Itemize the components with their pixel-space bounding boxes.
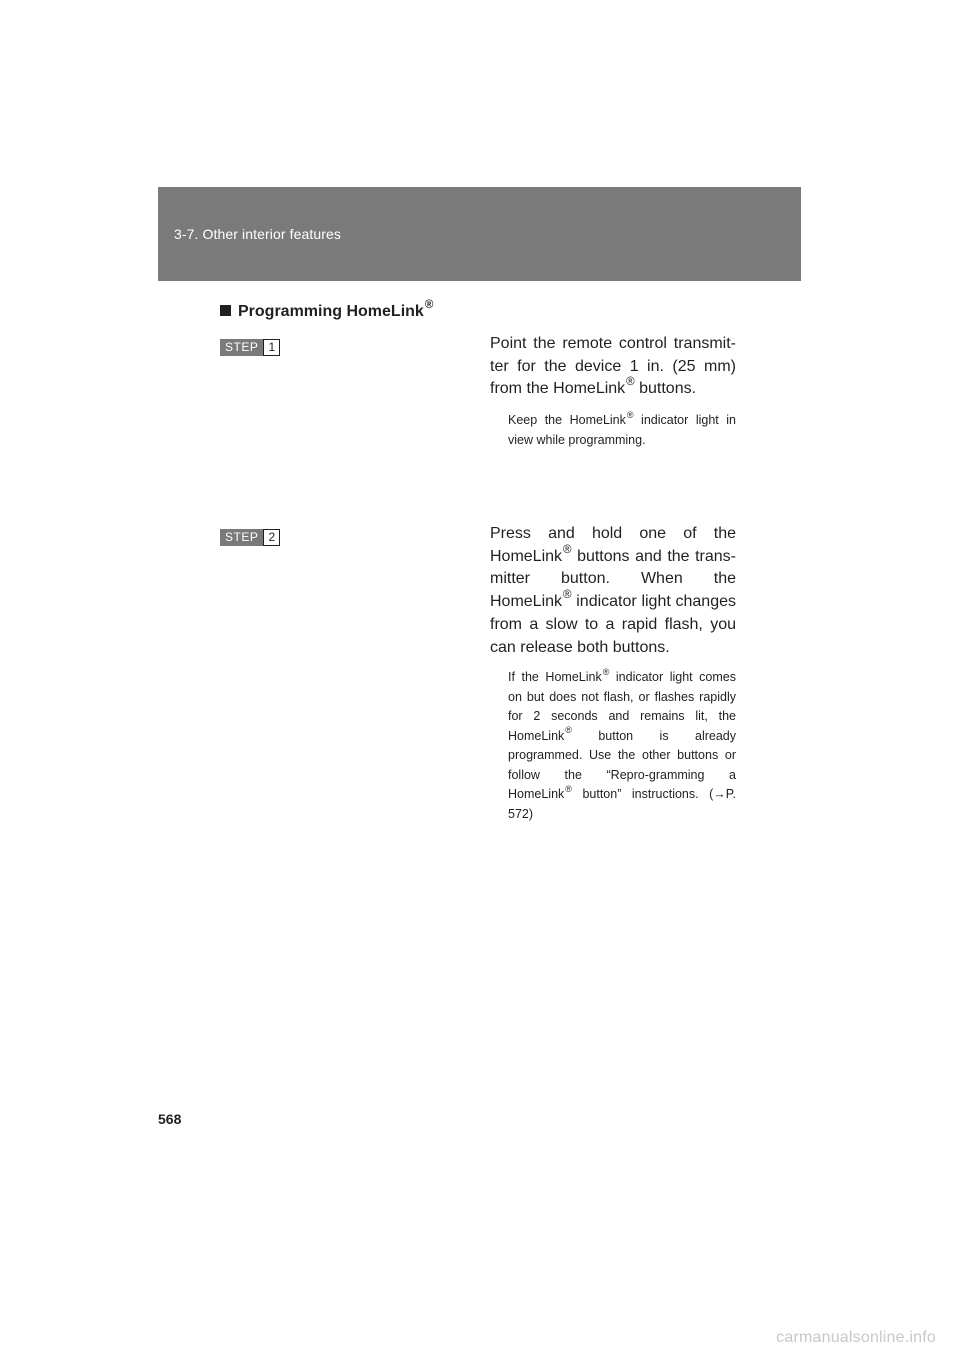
- step-2-text: [490, 523, 736, 659]
- registered-mark: ®: [626, 409, 634, 420]
- registered-mark: ®: [565, 783, 572, 794]
- registered-mark: ®: [563, 589, 572, 602]
- page-number: 568: [158, 1111, 182, 1127]
- text-run: Point the remote control transmit-ter for the device 1 in. (25 mm) from the HomeLink: [490, 335, 736, 398]
- step-1-badge: [220, 339, 280, 356]
- text-run: button” instructions. (→P. 572): [508, 787, 736, 821]
- step-1-note: [508, 411, 736, 450]
- square-bullet-icon: [220, 305, 231, 316]
- header-band: [158, 187, 801, 281]
- text-run: If the HomeLink: [508, 670, 602, 684]
- text-run: indicator light comes on but does not flash, or flashes rapidly for 2 seconds and remains lit, the HomeLink: [508, 670, 736, 743]
- registered-mark: ®: [424, 298, 434, 311]
- text-run: buttons and the trans-mitter button. When the HomeLink: [490, 547, 736, 611]
- text-run: button is already programmed. Use the other buttons or follow the “Repro-gramming a HomeLink: [508, 728, 736, 801]
- watermark: carmanualsonline.info: [776, 1329, 936, 1346]
- registered-mark: ®: [602, 666, 610, 677]
- step-1-text: [490, 333, 736, 401]
- section-title: 3-7. Other interior features: [174, 226, 341, 242]
- step-number: 2: [263, 529, 280, 546]
- registered-mark: ®: [563, 543, 572, 556]
- step-2-note: [508, 668, 736, 824]
- text-run: indicator light in view while programming.: [508, 413, 736, 447]
- section-heading: [220, 298, 434, 321]
- step-2-badge: [220, 529, 280, 546]
- registered-mark: ®: [565, 725, 572, 736]
- step-number: 1: [263, 339, 280, 356]
- text-run: indicator light changes from a slow to a rapid flash, you can release both buttons.: [490, 593, 736, 656]
- step-label: STEP: [220, 339, 263, 356]
- text-run: buttons.: [634, 380, 697, 398]
- registered-mark: ®: [626, 376, 635, 389]
- heading-text: Programming HomeLink: [238, 303, 424, 320]
- text-run: Press and hold one of the HomeLink: [490, 525, 736, 565]
- text-run: Keep the HomeLink: [508, 413, 626, 427]
- step-label: STEP: [220, 529, 263, 546]
